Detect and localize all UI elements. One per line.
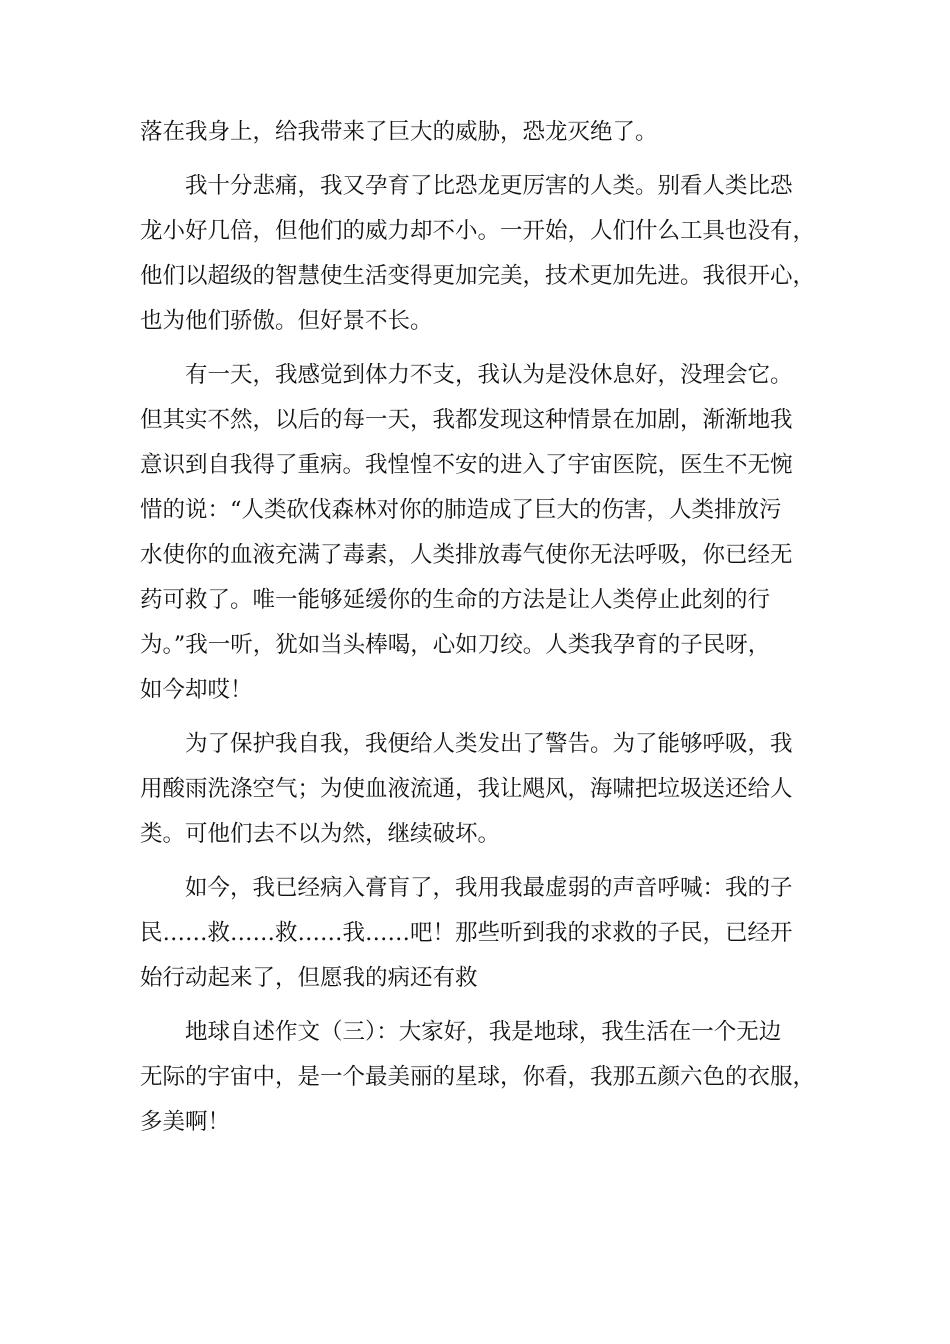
paragraph-gap (140, 1001, 830, 1010)
text-line: 如今，我已经病入膏肓了，我用我最虚弱的声音呼喊：我的子 (140, 875, 793, 901)
text-line: 他们以超级的智慧使生活变得更加完美，技术更加先进。我很开心， (140, 263, 816, 289)
text-line: 龙小好几倍，但他们的威力却不小。一开始，人们什么工具也没有， (140, 218, 816, 244)
text-line: 意识到自我得了重病。我惶惶不安的进入了宇宙医院，医生不无惋 (140, 452, 793, 478)
text-line: 多美啊！ (140, 1109, 231, 1135)
text-line: 为了保护我自我，我便给人类发出了警告。为了能够呼吸，我 (140, 731, 793, 757)
paragraph (140, 1010, 830, 1145)
text-line: 但其实不然，以后的每一天，我都发现这种情景在加剧，渐渐地我 (140, 407, 793, 433)
text-line: 我十分悲痛，我又孕育了比恐龙更厉害的人类。别看人类比恐 (140, 173, 793, 199)
paragraph (140, 110, 830, 155)
text-line: 水使你的血液充满了毒素，人类排放毒气使你无法呼吸，你已经无 (140, 542, 793, 568)
paragraph (140, 866, 830, 1001)
paragraph (140, 164, 830, 344)
paragraph-gap (140, 713, 830, 722)
paragraph (140, 722, 830, 857)
paragraph-gap (140, 155, 830, 164)
text-line: 无际的宇宙中，是一个最美丽的星球，你看，我那五颜六色的衣服， (140, 1064, 816, 1090)
document-body (140, 110, 830, 1145)
text-line: 也为他们骄傲。但好景不长。 (140, 308, 433, 334)
text-line: 类。可他们去不以为然，继续破坏。 (140, 821, 501, 847)
text-line: 有一天，我感觉到体力不支，我认为是没休息好，没理会它。 (140, 362, 793, 388)
text-line: 药可救了。唯一能够延缓你的生命的方法是让人类停止此刻的行 (140, 587, 771, 613)
paragraph-gap (140, 857, 830, 866)
paragraph (140, 353, 830, 713)
text-line: 地球自述作文（三）：大家好，我是地球，我生活在一个无边 (140, 1019, 782, 1045)
paragraph-gap (140, 344, 830, 353)
text-line: 为。”我一听，犹如当头棒喝，心如刀绞。人类我孕育的子民呀， (140, 632, 771, 658)
text-line: 如今却哎！ (140, 677, 253, 703)
text-line: 民……救……救……我……吧！那些听到我的求救的子民，已经开 (140, 920, 793, 946)
text-line: 用酸雨洗涤空气；为使血液流通，我让飓风，海啸把垃圾送还给人 (140, 776, 793, 802)
text-line: 始行动起来了，但愿我的病还有救 (140, 965, 478, 991)
text-line: 落在我身上，给我带来了巨大的威胁，恐龙灭绝了。 (140, 119, 658, 145)
text-line: 惜的说：“人类砍伐森林对你的肺造成了巨大的伤害，人类排放污 (140, 497, 782, 523)
